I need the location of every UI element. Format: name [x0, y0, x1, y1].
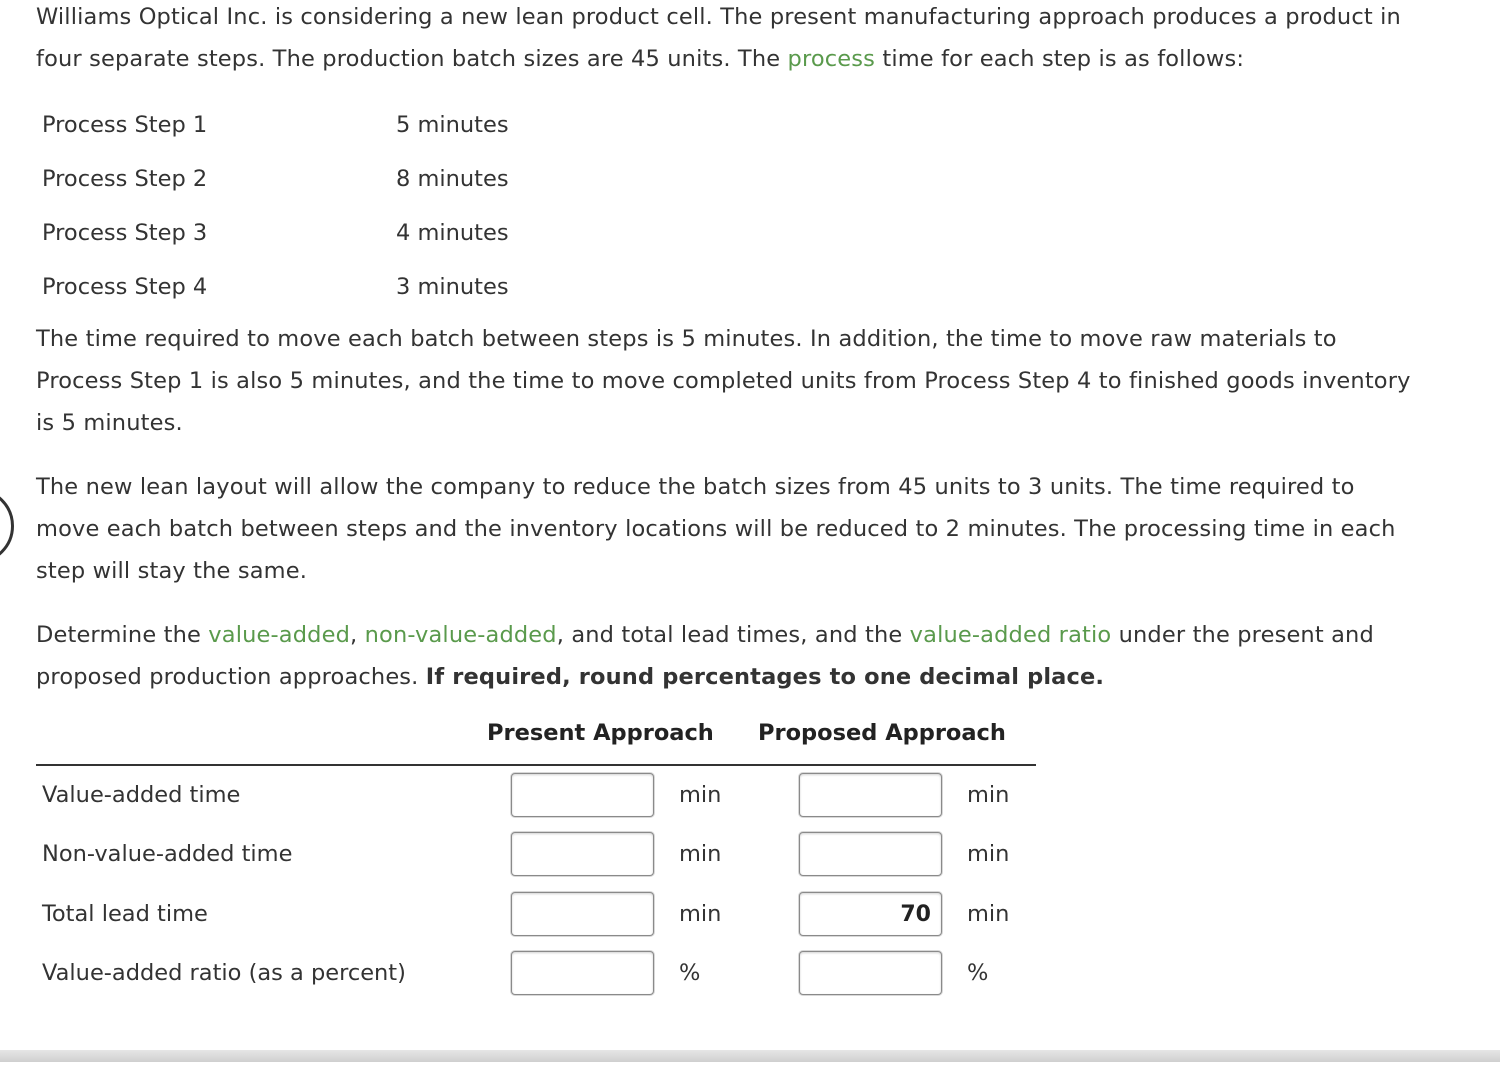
column-header-present: Present Approach: [487, 720, 714, 746]
non-value-added-link[interactable]: non-value-added: [364, 622, 557, 648]
value-added-link[interactable]: value-added: [208, 622, 351, 648]
unit-label: min: [679, 841, 722, 867]
step-name: Process Step 3: [42, 220, 208, 246]
question-text: Determine the: [36, 622, 209, 648]
step-name: Process Step 2: [42, 166, 208, 192]
move-line-3: is 5 minutes.: [36, 410, 183, 436]
step-row-2: [42, 152, 742, 206]
lean-line-3: step will stay the same.: [36, 558, 308, 584]
present-total-lead-time-input[interactable]: [511, 892, 654, 936]
step-name: Process Step 4: [42, 274, 208, 300]
intro-line-2-end: time for each step is as follows:: [875, 46, 1245, 72]
unit-label: min: [679, 901, 722, 927]
process-steps-table: [42, 98, 742, 314]
move-line-1: The time required to move each batch between steps is 5 minutes. In addition, the time to move raw materials to: [36, 326, 1337, 352]
rounding-instruction: If required, round percentages to one decimal place.: [425, 664, 1105, 690]
lean-layout-paragraph: [36, 466, 1494, 592]
row-label-total-lead-time: Total lead time: [42, 901, 208, 927]
unit-label: %: [679, 960, 701, 986]
unit-label: %: [967, 960, 989, 986]
lean-line-1: The new lean layout will allow the company to reduce the batch sizes from 45 units to 3 units. The time required to: [36, 474, 1355, 500]
unit-label: min: [967, 782, 1010, 808]
question-paragraph: [36, 614, 1494, 698]
column-header-proposed: Proposed Approach: [758, 720, 1006, 746]
proposed-value-added-ratio-input[interactable]: [799, 951, 942, 995]
step-name: Process Step 1: [42, 112, 208, 138]
step-time: 4 minutes: [396, 220, 509, 246]
step-row-3: [42, 206, 742, 260]
present-value-added-input[interactable]: [511, 773, 654, 817]
intro-line-1: Williams Optical Inc. is considering a new lean product cell. The present manufacturing approach produces a product in: [36, 4, 1401, 30]
question-text: ,: [350, 622, 365, 648]
step-time: 8 minutes: [396, 166, 509, 192]
unit-label: min: [967, 841, 1010, 867]
question-text: under the present and: [1111, 622, 1374, 648]
move-line-2: Process Step 1 is also 5 minutes, and the time to move completed units from Process Step 4 to finished goods inventory: [36, 368, 1411, 394]
lean-line-2: move each batch between steps and the inventory locations will be reduced to 2 minutes. The processing time in each: [36, 516, 1396, 542]
step-time: 3 minutes: [396, 274, 509, 300]
table-header-divider: [36, 764, 1036, 766]
question-text: , and total lead times, and the: [556, 622, 910, 648]
intro-line-2-start: four separate steps. The production batch sizes are 45 units. The: [36, 46, 788, 72]
move-time-paragraph: [36, 318, 1494, 444]
row-label-non-value-added-time: Non-value-added time: [42, 841, 293, 867]
row-label-value-added-ratio: Value-added ratio (as a percent): [42, 960, 406, 986]
step-row-1: [42, 98, 742, 152]
bottom-scroll-edge: [0, 1050, 1500, 1062]
value-added-ratio-link[interactable]: value-added ratio: [909, 622, 1112, 648]
step-time: 5 minutes: [396, 112, 509, 138]
process-link[interactable]: process: [787, 46, 876, 72]
question-text: proposed production approaches.: [36, 664, 426, 690]
step-row-4: [42, 260, 742, 314]
proposed-value-added-input[interactable]: [799, 773, 942, 817]
present-non-value-added-input[interactable]: [511, 832, 654, 876]
proposed-total-lead-time-input[interactable]: [799, 892, 942, 936]
unit-label: min: [967, 901, 1010, 927]
proposed-non-value-added-input[interactable]: [799, 832, 942, 876]
edge-circle-decoration: [0, 488, 14, 564]
present-value-added-ratio-input[interactable]: [511, 951, 654, 995]
unit-label: min: [679, 782, 722, 808]
row-label-value-added-time: Value-added time: [42, 782, 241, 808]
intro-paragraph: [36, 0, 1494, 80]
